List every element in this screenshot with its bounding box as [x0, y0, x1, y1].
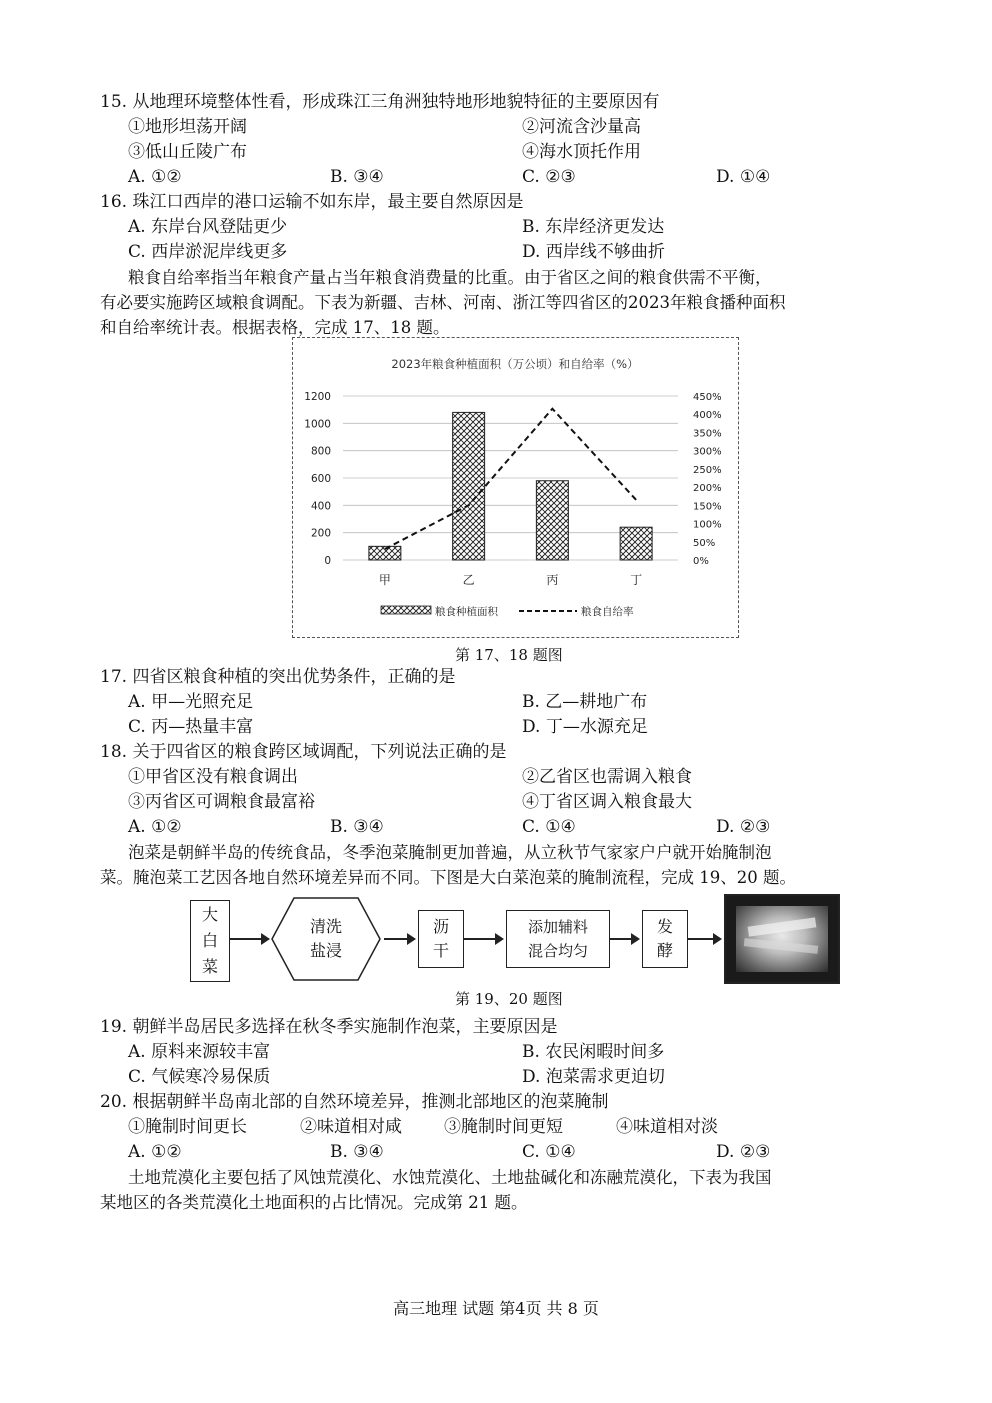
flow-step-wash-label: 清洗 盐浸 [309, 917, 342, 960]
q19-option-d: D. 泡菜需求更迫切 [522, 1067, 665, 1087]
flow-arrow-5 [688, 938, 720, 940]
intro3-line-1: 土地荒漠化主要包括了风蚀荒漠化、水蚀荒漠化、土地盐碱化和冻融荒漠化，下表为我国 [128, 1168, 772, 1187]
q20-option-a: A. ①② [128, 1142, 182, 1162]
q15-option-c: C. ②③ [522, 167, 576, 187]
q18-option-b: B. ③④ [330, 817, 384, 837]
intro2-line-1: 泡菜是朝鲜半岛的传统食品，冬季泡菜腌制更加普遍，从立秋节气家家户户就开始腌制泡 [128, 843, 772, 862]
intro3-line-2: 某地区的各类荒漠化土地面积的占比情况。完成第 21 题。 [100, 1193, 528, 1212]
chart-frame [292, 337, 739, 638]
y-right-tick-label: 250% [693, 464, 722, 476]
x-tick-label: 丁 [630, 573, 643, 587]
y-left-tick-label: 800 [310, 445, 331, 458]
y-left-tick-label: 1200 [304, 391, 331, 403]
q19-option-b: B. 农民闲暇时间多 [522, 1042, 665, 1062]
bar-丙 [536, 481, 568, 560]
flow-step-ferment: 发 酵 [642, 910, 688, 968]
q15-option-a: A. ①② [128, 167, 182, 187]
q20-statement-1: ①腌制时间更长 [128, 1117, 247, 1137]
q17-option-c: C. 丙—热量丰富 [128, 717, 254, 737]
q18-stem: 18. 关于四省区的粮食跨区域调配，下列说法正确的是 [100, 742, 507, 762]
q15-option-b: B. ③④ [330, 167, 384, 187]
x-tick-label: 甲 [378, 573, 391, 587]
bar-乙 [453, 412, 485, 560]
q16-stem: 16. 珠江口西岸的港口运输不如东岸，最主要自然原因是 [100, 192, 524, 212]
y-right-tick-label: 400% [693, 410, 722, 422]
q19-option-a: A. 原料来源较丰富 [128, 1042, 271, 1062]
q18-option-d: D. ②③ [716, 817, 771, 837]
q15-statement-4: ④海水顶托作用 [522, 142, 641, 162]
q18-statement-2: ②乙省区也需调入粮食 [522, 767, 692, 787]
grain-chart [293, 338, 738, 637]
legend-line-label: 粮食自给率 [581, 606, 634, 618]
x-tick-label: 乙 [462, 573, 475, 587]
q18-option-c: C. ①④ [522, 817, 576, 837]
q20-option-b: B. ③④ [330, 1142, 384, 1162]
q16-option-a: A. 东岸台风登陆更少 [128, 217, 288, 237]
q20-option-d: D. ②③ [716, 1142, 771, 1162]
flow-arrow-2 [384, 938, 414, 940]
flow-step-cabbage: 大 白 菜 [190, 900, 230, 982]
y-right-tick-label: 450% [693, 392, 722, 403]
flow-arrow-3 [464, 938, 502, 940]
y-right-tick-label: 300% [693, 446, 722, 458]
q20-statement-2: ②味道相对咸 [300, 1117, 402, 1137]
y-right-tick-label: 0% [693, 556, 709, 567]
q18-statement-1: ①甲省区没有粮食调出 [128, 767, 298, 787]
q17-option-d: D. 丁—水源充足 [522, 717, 648, 737]
kimchi-process-flow [182, 892, 842, 984]
y-right-tick-label: 150% [693, 501, 722, 513]
q17-stem: 17. 四省区粮食种植的突出优势条件，正确的是 [100, 667, 456, 687]
q15-option-d: D. ①④ [716, 167, 771, 187]
legend-bar-label: 粮食种植面积 [435, 606, 498, 618]
flow-arrow-4 [610, 938, 638, 940]
q15-statement-3: ③低山丘陵广布 [128, 142, 247, 162]
flow-step-mix: 添加辅料 混合均匀 [506, 910, 610, 968]
x-tick-label: 丙 [546, 573, 559, 587]
y-left-tick-label: 0 [324, 555, 331, 567]
q20-stem: 20. 根据朝鲜半岛南北部的自然环境差异，推测北部地区的泡菜腌制 [100, 1092, 609, 1112]
page-footer: 高三地理 试题 第4页 共 8 页 [393, 1299, 599, 1318]
figure-caption-19-20: 第 19、20 题图 [455, 990, 563, 1008]
q17-option-a: A. 甲—光照充足 [128, 692, 254, 712]
q16-option-d: D. 西岸线不够曲折 [522, 242, 665, 262]
intro1-line-2: 有必要实施跨区域粮食调配。下表为新疆、吉林、河南、浙江等四省区的2023年粮食播种面积 [100, 293, 786, 312]
flow-step-drain: 沥 干 [418, 910, 464, 968]
q18-statement-3: ③丙省区可调粮食最富裕 [128, 792, 315, 812]
q19-option-c: C. 气候寒冷易保质 [128, 1067, 271, 1087]
kimchi-photo [724, 894, 840, 984]
q15-statement-2: ②河流含沙量高 [522, 117, 641, 137]
bar-丁 [620, 527, 652, 560]
q15-stem: 15. 从地理环境整体性看，形成珠江三角洲独特地形地貌特征的主要原因有 [100, 92, 660, 112]
q20-option-c: C. ①④ [522, 1142, 576, 1162]
self-sufficiency-line [385, 409, 636, 549]
intro2-line-2: 菜。腌泡菜工艺因各地自然环境差异而不同。下图是大白菜泡菜的腌制流程，完成 19、20 题。 [100, 868, 796, 887]
figure-caption-17-18: 第 17、18 题图 [455, 646, 563, 664]
y-left-tick-label: 600 [310, 473, 331, 485]
y-right-tick-label: 50% [693, 537, 716, 549]
y-left-tick-label: 400 [310, 500, 331, 513]
y-left-tick-label: 200 [310, 527, 331, 540]
q18-statement-4: ④丁省区调入粮食最大 [522, 792, 692, 812]
q15-statement-1: ①地形坦荡开阔 [128, 117, 247, 137]
q20-statement-4: ④味道相对淡 [616, 1117, 718, 1137]
y-left-tick-label: 1000 [304, 418, 331, 431]
intro1-line-1: 粮食自给率指当年粮食产量占当年粮食消费量的比重。由于省区之间的粮食供需不平衡， [128, 268, 772, 287]
q19-stem: 19. 朝鲜半岛居民多选择在秋冬季实施制作泡菜，主要原因是 [100, 1017, 558, 1037]
q16-option-b: B. 东岸经济更发达 [522, 217, 665, 237]
legend-bar-swatch [381, 606, 431, 614]
chart-title: 2023年粮食种植面积（万公顷）和自给率（%） [391, 357, 639, 371]
q16-option-c: C. 西岸淤泥岸线更多 [128, 242, 288, 262]
y-right-tick-label: 200% [693, 483, 722, 495]
q20-statement-3: ③腌制时间更短 [444, 1117, 563, 1137]
y-right-tick-label: 350% [693, 428, 722, 440]
q18-option-a: A. ①② [128, 817, 182, 837]
y-right-tick-label: 100% [693, 519, 722, 531]
flow-arrow-1 [230, 938, 268, 940]
intro1-line-3: 和自给率统计表。根据表格，完成 17、18 题。 [100, 318, 450, 337]
q17-option-b: B. 乙—耕地广布 [522, 692, 648, 712]
